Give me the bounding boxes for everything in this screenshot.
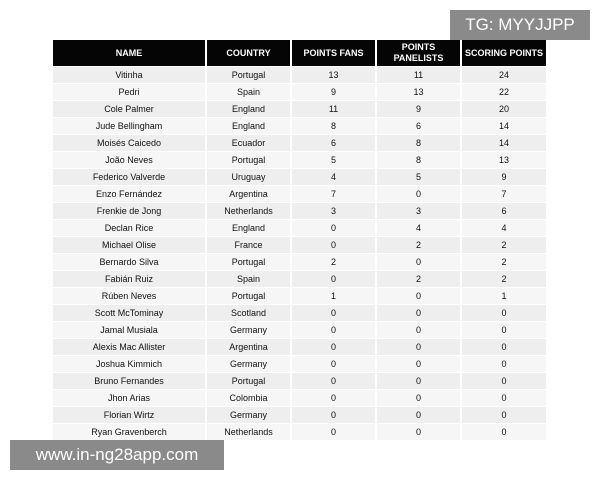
table-row — [53, 203, 546, 220]
cell-points-fans: 0 — [291, 373, 376, 390]
cell-country: Spain — [206, 271, 291, 288]
cell-name: Cole Palmer — [53, 101, 206, 118]
cell-points-panelists: 11 — [376, 67, 461, 84]
column-header-points-panelists: POINTS PANELISTS — [376, 40, 461, 67]
cell-scoring-points: 24 — [461, 67, 546, 84]
cell-scoring-points: 6 — [461, 203, 546, 220]
cell-points-panelists: 2 — [376, 237, 461, 254]
cell-scoring-points: 2 — [461, 254, 546, 271]
header-row — [53, 40, 546, 67]
cell-name: Bernardo Silva — [53, 254, 206, 271]
column-header-scoring-points: SCORING POINTS — [461, 40, 546, 67]
cell-country: England — [206, 101, 291, 118]
table-row — [53, 390, 546, 407]
cell-country: England — [206, 220, 291, 237]
cell-points-panelists: 0 — [376, 305, 461, 322]
cell-country: Argentina — [206, 339, 291, 356]
cell-name: Moisés Caicedo — [53, 135, 206, 152]
table-row — [53, 407, 546, 424]
cell-name: Pedri — [53, 84, 206, 101]
cell-points-fans: 11 — [291, 101, 376, 118]
cell-name: Jhon Arias — [53, 390, 206, 407]
cell-scoring-points: 2 — [461, 271, 546, 288]
cell-country: France — [206, 237, 291, 254]
cell-points-fans: 0 — [291, 424, 376, 441]
cell-name: Declan Rice — [53, 220, 206, 237]
cell-name: Vitinha — [53, 67, 206, 84]
table-row — [53, 305, 546, 322]
table-row — [53, 356, 546, 373]
cell-points-panelists: 0 — [376, 424, 461, 441]
cell-name: Jude Bellingham — [53, 118, 206, 135]
cell-scoring-points: 0 — [461, 373, 546, 390]
cell-name: Rúben Neves — [53, 288, 206, 305]
cell-country: Argentina — [206, 186, 291, 203]
cell-points-panelists: 0 — [376, 339, 461, 356]
cell-name: Scott McTominay — [53, 305, 206, 322]
cell-points-panelists: 0 — [376, 356, 461, 373]
table-row — [53, 186, 546, 203]
cell-points-fans: 0 — [291, 356, 376, 373]
cell-points-panelists: 0 — [376, 407, 461, 424]
table-body — [53, 67, 546, 441]
cell-country: Portugal — [206, 373, 291, 390]
table-row — [53, 152, 546, 169]
cell-points-panelists: 5 — [376, 169, 461, 186]
cell-scoring-points: 1 — [461, 288, 546, 305]
cell-points-panelists: 0 — [376, 186, 461, 203]
cell-country: Portugal — [206, 67, 291, 84]
table-row — [53, 101, 546, 118]
cell-name: Florian Wirtz — [53, 407, 206, 424]
cell-scoring-points: 20 — [461, 101, 546, 118]
cell-country: Germany — [206, 322, 291, 339]
table-row — [53, 135, 546, 152]
watermark-top: TG: MYYJJPP — [450, 10, 590, 40]
column-header-points-fans: POINTS FANS — [291, 40, 376, 67]
table-row — [53, 288, 546, 305]
cell-name: João Neves — [53, 152, 206, 169]
cell-points-panelists: 2 — [376, 271, 461, 288]
cell-points-fans: 0 — [291, 322, 376, 339]
cell-country: Ecuador — [206, 135, 291, 152]
cell-points-fans: 7 — [291, 186, 376, 203]
cell-points-panelists: 6 — [376, 118, 461, 135]
column-header-name: NAME — [53, 40, 206, 67]
cell-points-fans: 0 — [291, 271, 376, 288]
cell-points-fans: 2 — [291, 254, 376, 271]
watermark-bottom: www.in-ng28app.com — [10, 440, 224, 470]
cell-name: Fabián Ruiz — [53, 271, 206, 288]
cell-scoring-points: 0 — [461, 322, 546, 339]
table-row — [53, 118, 546, 135]
cell-points-fans: 4 — [291, 169, 376, 186]
cell-scoring-points: 0 — [461, 356, 546, 373]
cell-points-panelists: 9 — [376, 101, 461, 118]
cell-scoring-points: 2 — [461, 237, 546, 254]
cell-country: Germany — [206, 407, 291, 424]
cell-points-fans: 0 — [291, 220, 376, 237]
cell-country: Portugal — [206, 152, 291, 169]
table-row — [53, 220, 546, 237]
cell-scoring-points: 0 — [461, 390, 546, 407]
cell-scoring-points: 0 — [461, 339, 546, 356]
cell-name: Frenkie de Jong — [53, 203, 206, 220]
cell-country: Portugal — [206, 254, 291, 271]
column-header-country: COUNTRY — [206, 40, 291, 67]
table-row — [53, 67, 546, 84]
cell-points-panelists: 0 — [376, 254, 461, 271]
table-row — [53, 339, 546, 356]
cell-points-panelists: 0 — [376, 390, 461, 407]
cell-points-panelists: 4 — [376, 220, 461, 237]
cell-name: Ryan Gravenberch — [53, 424, 206, 441]
table-row — [53, 237, 546, 254]
table-row — [53, 169, 546, 186]
table-row — [53, 424, 546, 441]
cell-name: Federico Valverde — [53, 169, 206, 186]
cell-points-panelists: 3 — [376, 203, 461, 220]
cell-points-fans: 0 — [291, 390, 376, 407]
table-row — [53, 373, 546, 390]
cell-scoring-points: 14 — [461, 135, 546, 152]
table-row — [53, 84, 546, 101]
cell-points-panelists: 8 — [376, 135, 461, 152]
cell-country: England — [206, 118, 291, 135]
cell-country: Colombia — [206, 390, 291, 407]
cell-name: Alexis Mac Allister — [53, 339, 206, 356]
cell-scoring-points: 22 — [461, 84, 546, 101]
cell-name: Enzo Fernández — [53, 186, 206, 203]
cell-country: Scotland — [206, 305, 291, 322]
cell-points-fans: 0 — [291, 305, 376, 322]
cell-points-panelists: 13 — [376, 84, 461, 101]
cell-country: Uruguay — [206, 169, 291, 186]
cell-points-fans: 9 — [291, 84, 376, 101]
table-row — [53, 254, 546, 271]
cell-name: Bruno Fernandes — [53, 373, 206, 390]
cell-points-fans: 13 — [291, 67, 376, 84]
cell-scoring-points: 13 — [461, 152, 546, 169]
cell-scoring-points: 4 — [461, 220, 546, 237]
cell-points-panelists: 0 — [376, 288, 461, 305]
cell-points-fans: 6 — [291, 135, 376, 152]
cell-scoring-points: 0 — [461, 407, 546, 424]
cell-scoring-points: 0 — [461, 424, 546, 441]
cell-points-panelists: 0 — [376, 373, 461, 390]
cell-scoring-points: 7 — [461, 186, 546, 203]
cell-points-fans: 3 — [291, 203, 376, 220]
cell-country: Netherlands — [206, 424, 291, 441]
cell-scoring-points: 9 — [461, 169, 546, 186]
cell-points-panelists: 8 — [376, 152, 461, 169]
cell-name: Michael Olise — [53, 237, 206, 254]
cell-points-fans: 0 — [291, 407, 376, 424]
cell-name: Jamal Musiala — [53, 322, 206, 339]
cell-country: Portugal — [206, 288, 291, 305]
cell-scoring-points: 14 — [461, 118, 546, 135]
cell-country: Germany — [206, 356, 291, 373]
cell-country: Netherlands — [206, 203, 291, 220]
cell-points-fans: 5 — [291, 152, 376, 169]
cell-country: Spain — [206, 84, 291, 101]
cell-points-fans: 1 — [291, 288, 376, 305]
scores-table — [53, 40, 546, 440]
cell-points-fans: 0 — [291, 237, 376, 254]
cell-points-panelists: 0 — [376, 322, 461, 339]
table-row — [53, 271, 546, 288]
cell-name: Joshua Kimmich — [53, 356, 206, 373]
cell-points-fans: 8 — [291, 118, 376, 135]
cell-scoring-points: 0 — [461, 305, 546, 322]
table-row — [53, 322, 546, 339]
cell-points-fans: 0 — [291, 339, 376, 356]
